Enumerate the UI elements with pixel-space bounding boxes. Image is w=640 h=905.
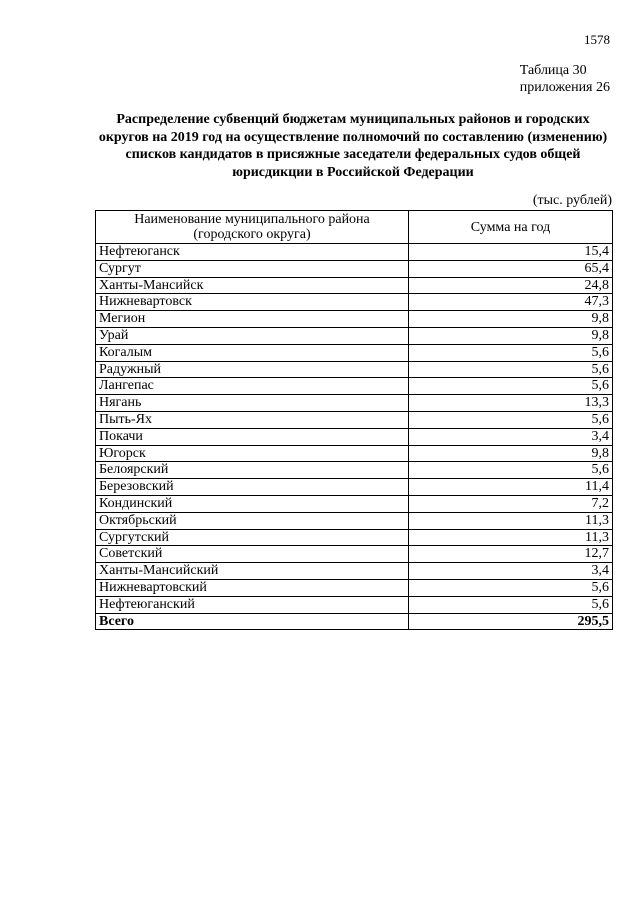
annual-amount: 5,6	[409, 344, 613, 361]
municipality-name: Когалым	[96, 344, 409, 361]
annex-table-number: Таблица 30	[519, 63, 587, 78]
municipality-name: Ханты-Мансийск	[96, 277, 409, 294]
annual-amount: 9,8	[409, 311, 613, 328]
municipality-name: Мегион	[96, 311, 409, 328]
table-row	[96, 244, 613, 261]
annual-amount: 12,7	[409, 546, 613, 563]
column-header-name: Наименование муниципального района (городского округа)	[96, 211, 409, 244]
annual-amount: 3,4	[409, 563, 613, 580]
municipality-name: Сургут	[96, 260, 409, 277]
subvention-table	[95, 210, 613, 630]
table-header-row	[96, 211, 613, 244]
municipality-name: Радужный	[96, 361, 409, 378]
annual-amount: 9,8	[409, 327, 613, 344]
table-row	[96, 311, 613, 328]
municipality-name: Нефтеюганск	[96, 244, 409, 261]
municipality-name: Покачи	[96, 428, 409, 445]
table-row	[96, 546, 613, 563]
table-row	[96, 260, 613, 277]
annual-amount: 5,6	[409, 596, 613, 613]
total-row	[96, 613, 613, 630]
municipality-name: Лангепас	[96, 378, 409, 395]
municipality-name: Нижневартовск	[96, 294, 409, 311]
municipality-name: Ханты-Мансийский	[96, 563, 409, 580]
table-row	[96, 445, 613, 462]
column-header-amount: Сумма на год	[409, 211, 613, 244]
annual-amount: 5,6	[409, 378, 613, 395]
annual-amount: 5,6	[409, 462, 613, 479]
municipality-name: Урай	[96, 327, 409, 344]
annual-amount: 3,4	[409, 428, 613, 445]
document-title: Распределение субвенций бюджетам муниципальных районов и городских округов на 2019 год на осуществление полномочий по составлению (изменению) списков кандидатов в присяжные заседатели федеральных судов общей юрисдикции в Российской Федерации	[98, 112, 608, 180]
table-row	[96, 294, 613, 311]
annual-amount: 65,4	[409, 260, 613, 277]
municipality-name: Сургутский	[96, 529, 409, 546]
annual-amount: 11,4	[409, 479, 613, 496]
annex-appendix-number: приложения 26	[519, 80, 610, 95]
table-row	[96, 462, 613, 479]
annual-amount: 15,4	[409, 244, 613, 261]
total-amount: 295,5	[409, 613, 613, 630]
table-row	[96, 596, 613, 613]
units-label: (тыс. рублей)	[532, 193, 612, 208]
annual-amount: 5,6	[409, 579, 613, 596]
table-row	[96, 344, 613, 361]
table-row	[96, 563, 613, 580]
table-row	[96, 277, 613, 294]
table-row	[96, 495, 613, 512]
table-row	[96, 378, 613, 395]
table-row	[96, 579, 613, 596]
municipality-name: Октябрьский	[96, 512, 409, 529]
municipality-name: Нефтеюганский	[96, 596, 409, 613]
page-number: 1578	[584, 32, 610, 47]
annual-amount: 9,8	[409, 445, 613, 462]
table-row	[96, 327, 613, 344]
municipality-name: Кондинский	[96, 495, 409, 512]
table-row	[96, 512, 613, 529]
table-row	[96, 411, 613, 428]
municipality-name: Югорск	[96, 445, 409, 462]
annual-amount: 5,6	[409, 411, 613, 428]
municipality-name: Березовский	[96, 479, 409, 496]
table-row	[96, 428, 613, 445]
annual-amount: 11,3	[409, 512, 613, 529]
annual-amount: 47,3	[409, 294, 613, 311]
annual-amount: 11,3	[409, 529, 613, 546]
municipality-name: Советский	[96, 546, 409, 563]
annual-amount: 13,3	[409, 395, 613, 412]
total-label: Всего	[96, 613, 409, 630]
table-row	[96, 361, 613, 378]
annual-amount: 5,6	[409, 361, 613, 378]
table-row	[96, 395, 613, 412]
annual-amount: 7,2	[409, 495, 613, 512]
annex-reference	[520, 62, 610, 96]
municipality-name: Белоярский	[96, 462, 409, 479]
table-row	[96, 529, 613, 546]
table-row	[96, 479, 613, 496]
annual-amount: 24,8	[409, 277, 613, 294]
municipality-name: Пыть-Ях	[96, 411, 409, 428]
municipality-name: Нягань	[96, 395, 409, 412]
municipality-name: Нижневартовский	[96, 579, 409, 596]
